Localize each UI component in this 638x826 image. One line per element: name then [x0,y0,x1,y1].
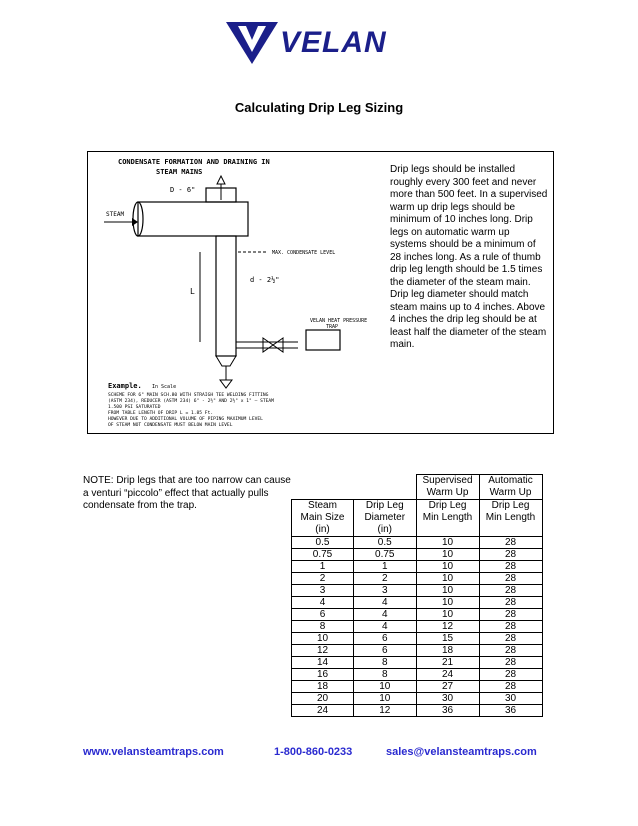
table-cell: 4 [354,597,417,609]
table-cell: 10 [416,585,479,597]
header-supervised-min-length: Drip Leg Min Length [416,500,479,537]
table-cell: 10 [292,633,354,645]
example-line: HOWEVER DUE TO ADDITIONAL VOLUME OF PIPING MAXIMUM LEVEL [108,417,263,422]
table-row [292,669,543,681]
table-cell: 36 [416,705,479,717]
drip-leg-sizing-table [291,474,543,717]
table-row [292,561,543,573]
table-row [292,657,543,669]
example-line: FROM TABLE LENGTH OF DRIP L = 1.85 Ft. [108,411,214,416]
table-cell: 10 [416,573,479,585]
header-automatic: Automatic Warm Up [479,475,542,500]
table-cell: 12 [292,645,354,657]
example-lines [108,392,274,428]
table-cell: 18 [416,645,479,657]
table-cell: 10 [416,609,479,621]
steam-main-drawing [88,152,388,433]
label-trap-1: VELAN HEAT PRESSURE [310,318,368,324]
table-cell: 1 [354,561,417,573]
table-cell: 12 [416,621,479,633]
table-cell: 21 [416,657,479,669]
table-cell: 6 [292,609,354,621]
table-cell: 10 [354,693,417,705]
table-cell: 27 [416,681,479,693]
table-row [292,549,543,561]
page-title: Calculating Drip Leg Sizing [234,100,404,115]
table-row [292,705,543,717]
table-cell: 6 [354,633,417,645]
table-cell: 6 [354,645,417,657]
label-L: L [190,287,195,296]
example-title: Example. [108,382,142,390]
table-cell: 16 [292,669,354,681]
table-cell: 28 [479,681,542,693]
label-steam: STEAM [106,211,125,218]
table-cell: 4 [354,621,417,633]
table-header-row [292,500,543,537]
label-d: d - 2½" [250,276,280,284]
table-cell: 20 [292,693,354,705]
table-row [292,621,543,633]
table-cell: 8 [292,621,354,633]
table-cell: 4 [292,597,354,609]
table-cell: 24 [416,669,479,681]
footer-website-link[interactable]: www.velansteamtraps.com [83,746,224,758]
table-row [292,645,543,657]
table-cell: 0.5 [292,537,354,549]
table-cell: 12 [354,705,417,717]
table-row [292,633,543,645]
table-cell: 24 [292,705,354,717]
table-cell: 8 [354,669,417,681]
table-group-header-row [292,475,543,500]
condensate-diagram-figure [87,151,554,434]
table-cell: 2 [354,573,417,585]
table-cell: 2 [292,573,354,585]
example-line: OF STEAM NOT CONDENSATE MUST BELOW MAIN LEVEL [108,423,233,428]
table-body [292,537,543,717]
table-cell: 3 [292,585,354,597]
table-cell: 10 [416,549,479,561]
table-cell: 28 [479,573,542,585]
table-row [292,693,543,705]
table-cell: 28 [479,633,542,645]
footer-email-link[interactable]: sales@velansteamtraps.com [386,746,537,758]
table-cell: 3 [354,585,417,597]
table-cell: 15 [416,633,479,645]
example-line: 1.500 PSI SATURATED [108,405,161,410]
figure-heading-1: CONDENSATE FORMATION AND DRAINING IN [118,158,270,166]
table-row [292,537,543,549]
velan-triangle-logo-icon [224,14,284,68]
table-cell: 28 [479,537,542,549]
table-cell: 4 [354,609,417,621]
table-row [292,681,543,693]
table-cell: 8 [354,657,417,669]
header-automatic-min-length: Drip Leg Min Length [479,500,542,537]
table-cell: 28 [479,669,542,681]
header-steam-main-size: Steam Main Size (in) [292,500,354,537]
header-supervised: Supervised Warm Up [416,475,479,500]
table-cell: 10 [416,597,479,609]
velan-logo [224,14,414,68]
footer-phone[interactable]: 1-800-860-0233 [274,746,353,758]
table-row [292,573,543,585]
table-cell: 0.75 [354,549,417,561]
figure-heading-2: STEAM MAINS [156,168,203,176]
drip-leg-description: Drip legs should be installed roughly every 300 feet and never more than 500 feet. In a supervised warm up drip legs should be minimum of 10 inches long. Drip legs on automatic warm up systems should be a minimum of 28 inches long. As a rule of thumb drip leg length should be 1.5 times the diameter of the steam main. Drip leg diameter should match steam mains up to 4 inches. Above 4 inches the drip leg should be at least half the diameter of the steam main. [390,164,548,350]
table-row [292,597,543,609]
label-diameter: D - 6" [170,186,196,194]
table-cell: 36 [479,705,542,717]
table-cell: 28 [479,609,542,621]
table-cell: 14 [292,657,354,669]
table-cell: 28 [479,585,542,597]
table-cell: 18 [292,681,354,693]
table-cell: 30 [416,693,479,705]
example-line: (ASTM 234), REDUCER (ASTM 234) 6" - 2½" AND 2½" x 1" — STEAM [108,399,274,404]
header-drip-leg-diameter: Drip Leg Diameter (in) [354,500,417,537]
table-cell: 10 [354,681,417,693]
label-trap-2: TRAP [326,324,339,330]
table-cell: 28 [479,597,542,609]
logo-wordmark: VELAN [280,26,387,59]
label-max-level: MAX. CONDENSATE LEVEL [272,250,336,256]
table-cell: 28 [479,621,542,633]
table-cell: 28 [479,561,542,573]
table-cell: 10 [416,561,479,573]
example-line: SCHEME FOR 6" MAIN SCH.80 WITH STRAIGH TEE WELDING FITTING [108,393,269,398]
table-cell: 0.75 [292,549,354,561]
example-note: In Scale [152,384,177,390]
table-cell: 28 [479,657,542,669]
table-cell: 28 [479,645,542,657]
table-cell: 1 [292,561,354,573]
table-cell: 10 [416,537,479,549]
table-row [292,585,543,597]
table-cell: 28 [479,549,542,561]
table-cell: 30 [479,693,542,705]
table-cell: 0.5 [354,537,417,549]
venturi-note: NOTE: Drip legs that are too narrow can cause a venturi “piccolo” effect that actually pulls condensate from the trap. [83,475,291,511]
table-row [292,609,543,621]
